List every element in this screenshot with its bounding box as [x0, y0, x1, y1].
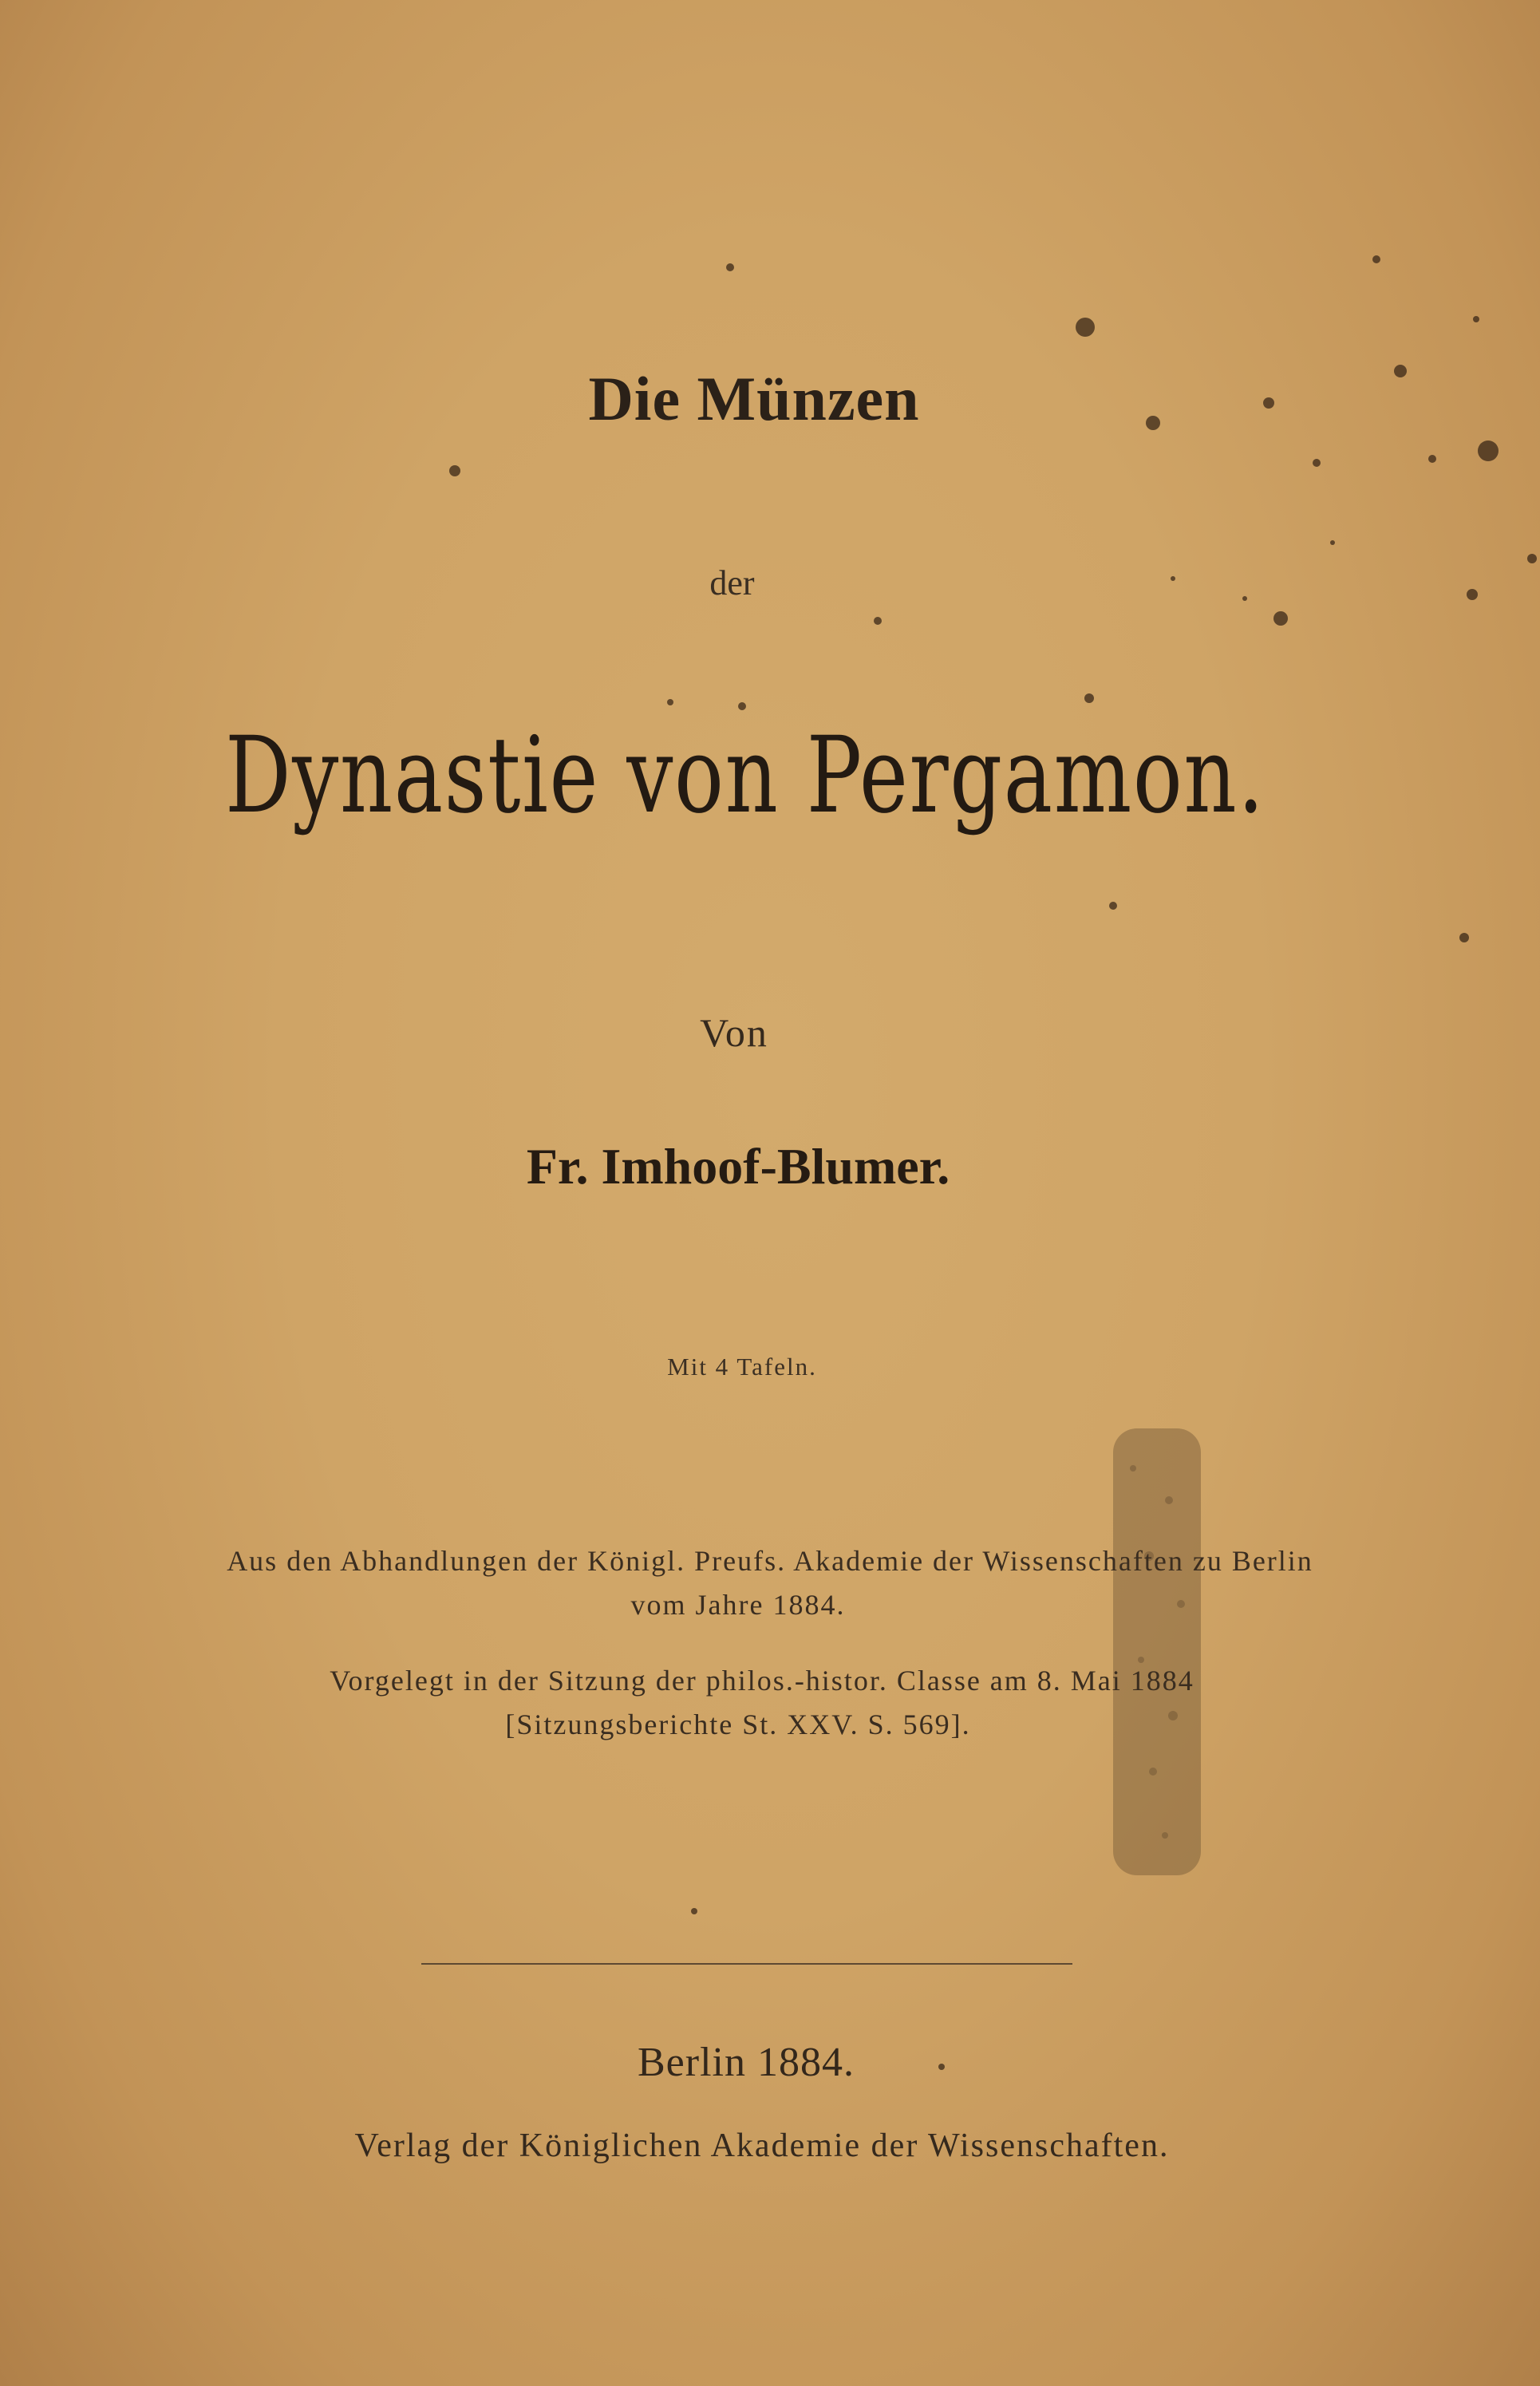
source-line-2: vom Jahre 1884.	[630, 1589, 846, 1621]
publisher: Verlag der Königlichen Akademie der Wissenschaften.	[354, 2127, 1170, 2164]
author-name: Fr. Imhoof-Blumer.	[526, 1138, 950, 1195]
divider-rule	[421, 1963, 1072, 1965]
main-title: Dynastie von Pergamon.	[225, 714, 1266, 837]
title-line-2: der	[709, 563, 755, 602]
presented-line-2: [Sitzungsberichte St. XXV. S. 569].	[505, 1709, 971, 1740]
place-year: Berlin 1884.	[638, 2040, 855, 2085]
by-line: Von	[700, 1010, 768, 1055]
plates-note: Mit 4 Tafeln.	[667, 1353, 817, 1381]
title-line-1: Die Münzen	[588, 364, 920, 433]
presented-line-1: Vorgelegt in der Sitzung der philos.-histor. Classe am 8. Mai 1884	[330, 1665, 1194, 1697]
source-line-1: Aus den Abhandlungen der Königl. Preufs. Akademie der Wissenschaften zu Berlin	[227, 1545, 1313, 1577]
